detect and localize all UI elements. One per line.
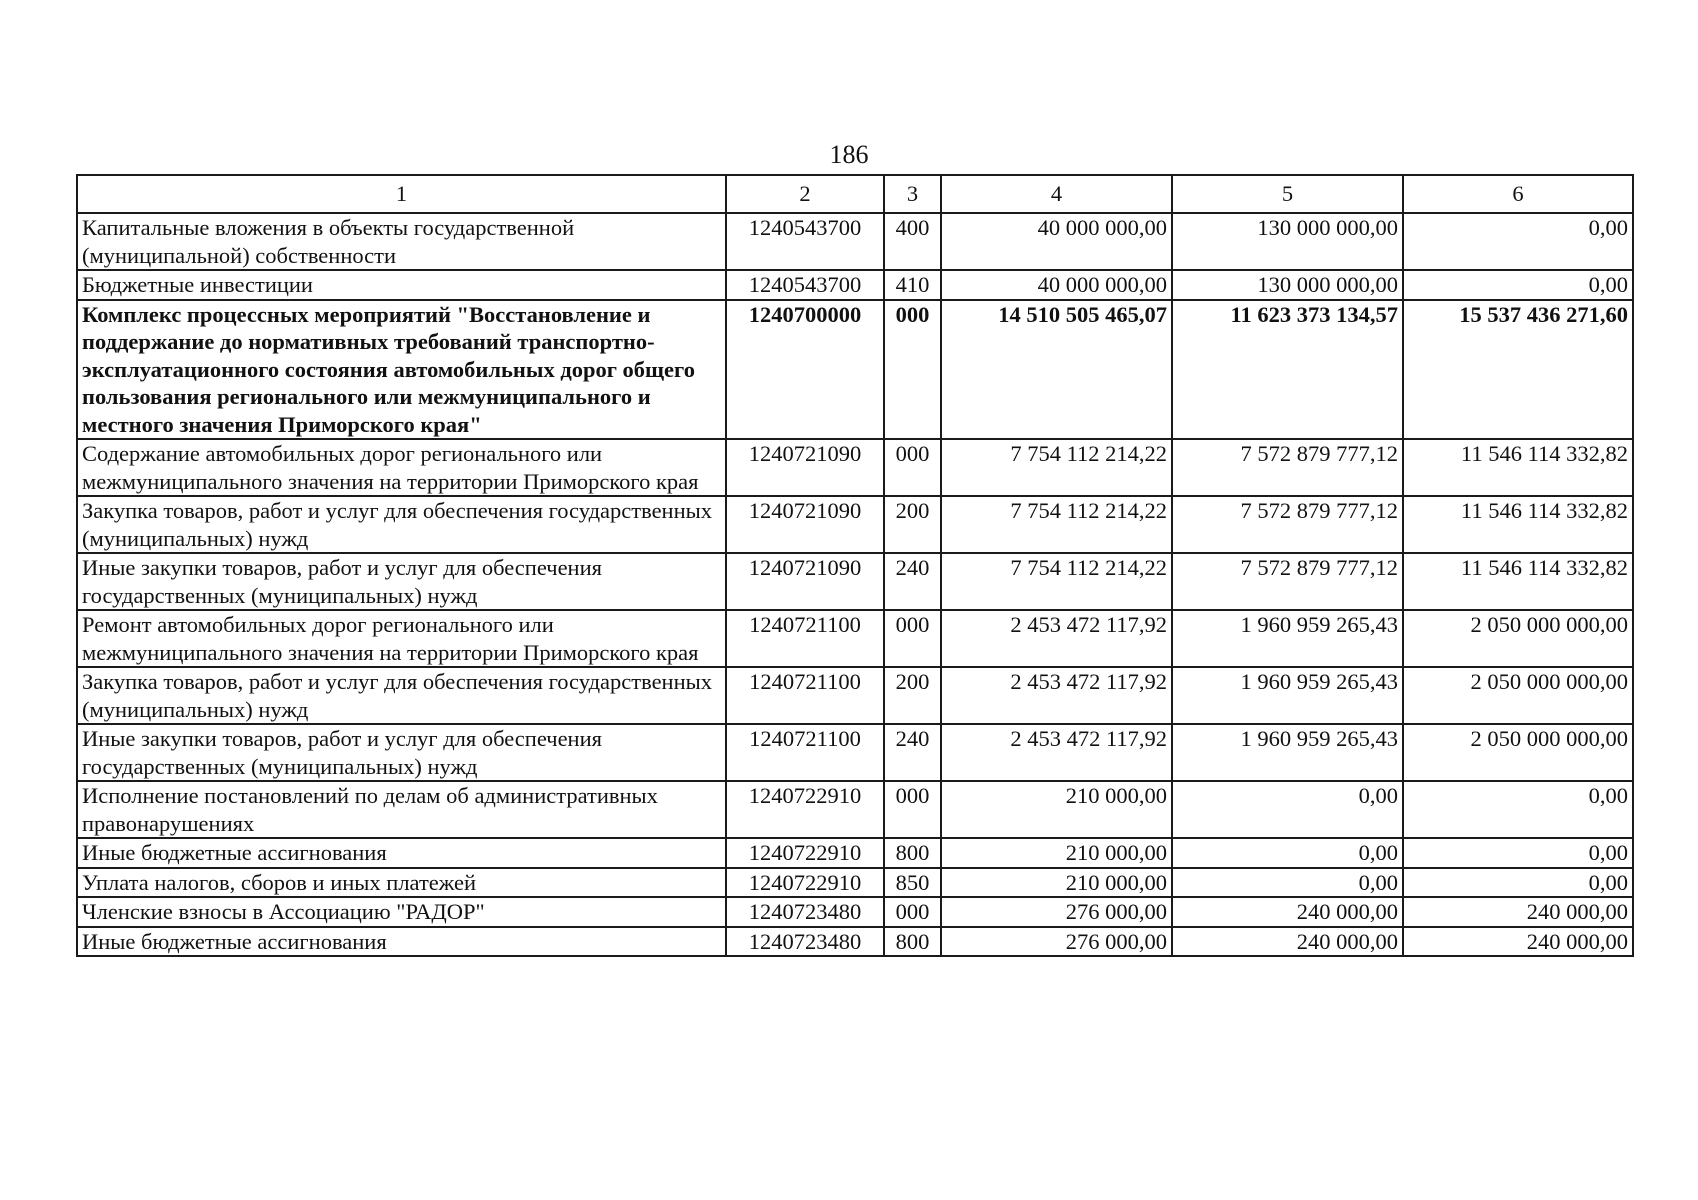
row-amount-col5-cell: 130 000 000,00 [1172,270,1403,300]
row-code-cell: 1240700000 [726,300,884,440]
row-code-cell: 1240722910 [726,838,884,868]
column-header: 5 [1172,175,1403,213]
table-body [77,213,1633,956]
row-name-cell: Комплекс процессных мероприятий "Восстановление и поддержание до нормативных требований транспортно-эксплуатационного состояния автомобильных дорог общего пользования регионального или межмуниципального и местного значения Приморского края" [77,300,726,440]
row-code-cell: 1240543700 [726,213,884,270]
row-amount-col4-cell: 14 510 505 465,07 [941,300,1172,440]
row-code-cell: 1240543700 [726,270,884,300]
row-amount-col5-cell: 7 572 879 777,12 [1172,439,1403,496]
table-row [77,553,1633,610]
row-amount-col4-cell: 276 000,00 [941,927,1172,957]
row-amount-col5-cell: 0,00 [1172,781,1403,838]
table-row [77,300,1633,440]
row-name-cell: Капитальные вложения в объекты государственной (муниципальной) собственности [77,213,726,270]
row-code-cell: 1240723480 [726,927,884,957]
page-number: 186 [829,140,869,169]
row-amount-col4-cell: 7 754 112 214,22 [941,496,1172,553]
row-expense-type-cell: 000 [884,300,941,440]
row-code-cell: 1240721100 [726,724,884,781]
row-amount-col4-cell: 7 754 112 214,22 [941,439,1172,496]
row-code-cell: 1240723480 [726,897,884,927]
row-expense-type-cell: 400 [884,213,941,270]
row-amount-col5-cell: 1 960 959 265,43 [1172,667,1403,724]
row-amount-col5-cell: 130 000 000,00 [1172,213,1403,270]
row-amount-col4-cell: 210 000,00 [941,781,1172,838]
row-amount-col5-cell: 11 623 373 134,57 [1172,300,1403,440]
row-amount-col6-cell: 0,00 [1403,868,1633,898]
row-expense-type-cell: 000 [884,897,941,927]
row-name-cell: Закупка товаров, работ и услуг для обеспечения государственных (муниципальных) нужд [77,667,726,724]
row-amount-col6-cell: 11 546 114 332,82 [1403,553,1633,610]
table-row [77,610,1633,667]
row-code-cell: 1240721090 [726,496,884,553]
table-row [77,667,1633,724]
row-amount-col5-cell: 240 000,00 [1172,927,1403,957]
row-amount-col5-cell: 0,00 [1172,868,1403,898]
table-row [77,213,1633,270]
column-header: 3 [884,175,941,213]
row-name-cell: Уплата налогов, сборов и иных платежей [77,868,726,898]
row-code-cell: 1240721100 [726,667,884,724]
row-expense-type-cell: 800 [884,838,941,868]
row-code-cell: 1240721090 [726,439,884,496]
row-expense-type-cell: 850 [884,868,941,898]
row-expense-type-cell: 000 [884,781,941,838]
column-header: 2 [726,175,884,213]
row-amount-col4-cell: 210 000,00 [941,868,1172,898]
row-amount-col4-cell: 40 000 000,00 [941,270,1172,300]
table-row [77,781,1633,838]
row-name-cell: Иные бюджетные ассигнования [77,838,726,868]
row-expense-type-cell: 200 [884,667,941,724]
row-expense-type-cell: 410 [884,270,941,300]
row-amount-col6-cell: 0,00 [1403,270,1633,300]
table-row [77,868,1633,898]
row-amount-col5-cell: 240 000,00 [1172,897,1403,927]
row-code-cell: 1240721100 [726,610,884,667]
row-name-cell: Исполнение постановлений по делам об административных правонарушениях [77,781,726,838]
column-header: 6 [1403,175,1633,213]
row-name-cell: Иные закупки товаров, работ и услуг для обеспечения государственных (муниципальных) нужд [77,724,726,781]
row-amount-col6-cell: 11 546 114 332,82 [1403,496,1633,553]
row-amount-col6-cell: 2 050 000 000,00 [1403,610,1633,667]
row-expense-type-cell: 200 [884,496,941,553]
row-name-cell: Содержание автомобильных дорог регионального или межмуниципального значения на территории Приморского края [77,439,726,496]
row-amount-col4-cell: 210 000,00 [941,838,1172,868]
row-amount-col4-cell: 276 000,00 [941,897,1172,927]
column-header: 4 [941,175,1172,213]
row-expense-type-cell: 000 [884,439,941,496]
table-row [77,439,1633,496]
table-row [77,897,1633,927]
budget-table [76,174,1634,957]
header-row [77,175,1633,213]
table-row [77,496,1633,553]
table-row [77,838,1633,868]
row-code-cell: 1240722910 [726,868,884,898]
row-amount-col5-cell: 0,00 [1172,838,1403,868]
row-amount-col5-cell: 7 572 879 777,12 [1172,496,1403,553]
row-expense-type-cell: 240 [884,724,941,781]
row-name-cell: Ремонт автомобильных дорог регионального или межмуниципального значения на территории Приморского края [77,610,726,667]
table-row [77,927,1633,957]
table-row [77,270,1633,300]
row-code-cell: 1240721090 [726,553,884,610]
row-amount-col6-cell: 11 546 114 332,82 [1403,439,1633,496]
row-name-cell: Иные закупки товаров, работ и услуг для обеспечения государственных (муниципальных) нужд [77,553,726,610]
row-amount-col6-cell: 240 000,00 [1403,927,1633,957]
row-amount-col6-cell: 0,00 [1403,838,1633,868]
table-row [77,724,1633,781]
row-amount-col6-cell: 2 050 000 000,00 [1403,724,1633,781]
row-amount-col6-cell: 0,00 [1403,213,1633,270]
row-name-cell: Иные бюджетные ассигнования [77,927,726,957]
row-amount-col4-cell: 2 453 472 117,92 [941,610,1172,667]
row-name-cell: Закупка товаров, работ и услуг для обеспечения государственных (муниципальных) нужд [77,496,726,553]
row-amount-col4-cell: 2 453 472 117,92 [941,667,1172,724]
row-amount-col5-cell: 1 960 959 265,43 [1172,724,1403,781]
row-expense-type-cell: 800 [884,927,941,957]
column-header: 1 [77,175,726,213]
row-amount-col6-cell: 15 537 436 271,60 [1403,300,1633,440]
row-amount-col6-cell: 240 000,00 [1403,897,1633,927]
row-amount-col4-cell: 40 000 000,00 [941,213,1172,270]
row-amount-col4-cell: 2 453 472 117,92 [941,724,1172,781]
row-name-cell: Бюджетные инвестиции [77,270,726,300]
row-amount-col5-cell: 1 960 959 265,43 [1172,610,1403,667]
row-amount-col6-cell: 2 050 000 000,00 [1403,667,1633,724]
row-name-cell: Членские взносы в Ассоциацию "РАДОР" [77,897,726,927]
row-code-cell: 1240722910 [726,781,884,838]
row-amount-col4-cell: 7 754 112 214,22 [941,553,1172,610]
row-amount-col5-cell: 7 572 879 777,12 [1172,553,1403,610]
row-expense-type-cell: 000 [884,610,941,667]
row-expense-type-cell: 240 [884,553,941,610]
row-amount-col6-cell: 0,00 [1403,781,1633,838]
